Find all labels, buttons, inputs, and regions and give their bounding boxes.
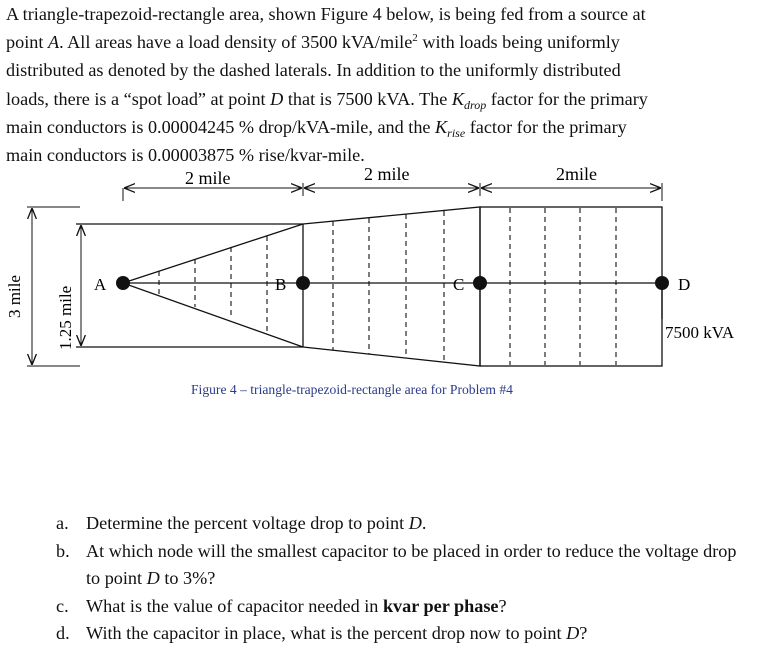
node-b-label: B <box>275 275 287 294</box>
rectangle-outline <box>480 207 662 366</box>
question-text: At which node will the smallest capacitor to be placed in order to reduce the voltage drop to point <box>86 540 737 588</box>
line-text: factor for the primary <box>465 116 627 137</box>
question-text: ? <box>579 623 588 643</box>
point-label: D <box>566 623 580 643</box>
point-label: D <box>270 88 284 109</box>
question-text: to 3%? <box>159 568 216 588</box>
question-label: b. <box>56 540 70 561</box>
node-d-label: D <box>678 275 691 294</box>
subscript: drop <box>464 97 487 112</box>
question-c <box>50 593 750 621</box>
line-text: A triangle-trapezoid-rectangle area, shown Figure 4 below, is being fed from a source at <box>6 4 646 24</box>
node-b-dot <box>296 276 310 290</box>
area-outlines <box>123 207 662 366</box>
node-c-dot <box>473 276 487 290</box>
dim-label-1: 2 mile <box>185 168 231 188</box>
line-text: . All areas have a load density of 3500 kVA/mile <box>59 32 413 53</box>
bold-term: kvar per phase <box>382 595 499 616</box>
line-text: distributed as denoted by the dashed laterals. In addition to the uniformly distributed <box>6 60 621 81</box>
dim-label-3mile: 3 mile <box>5 275 24 318</box>
point-label: A <box>47 32 60 53</box>
question-d <box>50 620 750 648</box>
node-a-label: A <box>94 275 107 294</box>
spot-load-label: 7500 kVA <box>665 323 735 342</box>
line-text: main conductors is 0.00003875 % rise/kvar-mile. <box>6 145 365 166</box>
question-text: Determine the percent voltage drop to point <box>86 513 409 533</box>
figure-caption: Figure 4 – triangle-trapezoid-rectangle area for Problem #4 <box>191 382 513 397</box>
line-text: main conductors is 0.00004245 % drop/kVA-mile, and the <box>6 116 436 137</box>
line-text: with loads being uniformly <box>417 32 620 53</box>
question-text: What is the value of capacitor needed in <box>86 595 383 616</box>
dim-label-3: 2mile <box>556 164 597 184</box>
question-label: c. <box>56 595 69 616</box>
k-symbol: K <box>451 88 465 109</box>
superscript: 2 <box>412 32 418 45</box>
question-text: . <box>421 513 427 533</box>
dashed-laterals <box>159 208 616 365</box>
subscript: rise <box>447 125 466 140</box>
line-text: loads, there is a “spot load” at point <box>6 88 271 109</box>
line-text: factor for the primary <box>486 88 648 109</box>
question-text: ? <box>498 595 507 616</box>
line-text: point <box>6 32 48 53</box>
question-label: d. <box>56 623 70 643</box>
question-a <box>50 510 750 538</box>
question-list <box>50 510 750 648</box>
question-text: With the capacitor in place, what is the percent drop now to point <box>86 623 567 643</box>
node-d-dot <box>655 276 669 290</box>
point-label: D <box>146 568 160 588</box>
line-text: that is 7500 kVA. The <box>283 88 452 109</box>
point-label: D <box>408 513 422 533</box>
node-c-label: C <box>453 275 465 294</box>
question-b <box>50 538 750 593</box>
dim-label-125mile: 1.25 mile <box>56 285 75 350</box>
dim-label-2: 2 mile <box>364 164 410 184</box>
question-label: a. <box>56 513 69 533</box>
top-dimension <box>123 164 662 201</box>
nodes <box>94 275 735 342</box>
node-a-dot <box>116 276 130 290</box>
k-symbol: K <box>435 116 448 137</box>
